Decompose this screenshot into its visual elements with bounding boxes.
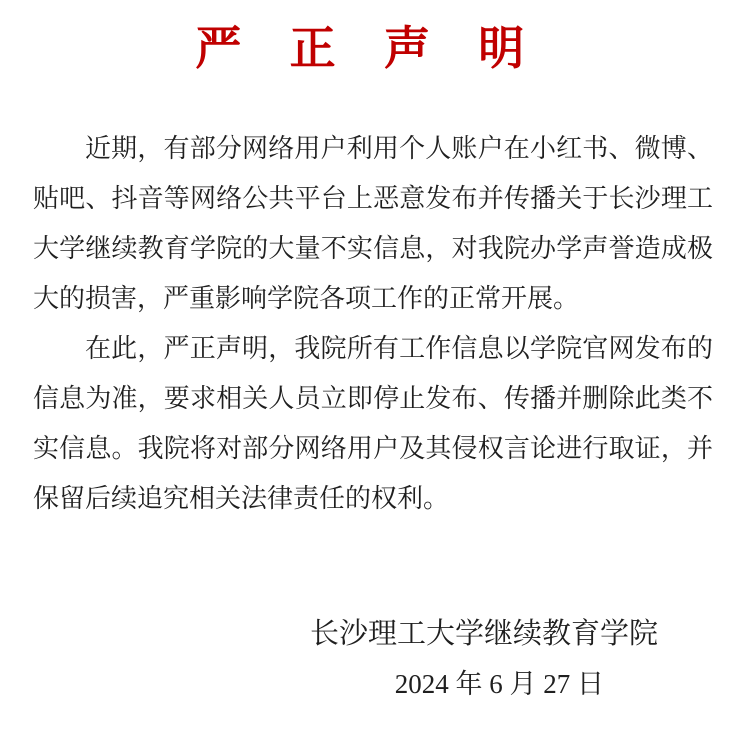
statement-body: [33, 124, 713, 524]
statement-paragraph-1: 近期，有部分网络用户利用个人账户在小红书、微博、贴吧、抖音等网络公共平台上恶意发布并传播关于长沙理工大学继续教育学院的大量不实信息，对我院办学声誉造成极大的损害，严重影响学院各项工作的正常开展。: [33, 134, 713, 313]
statement-signature: 长沙理工大学继续教育学院: [309, 618, 658, 650]
statement-title: 严 正 声 明: [195, 23, 543, 74]
statement-paragraph-2: 在此，严正声明，我院所有工作信息以学院官网发布的信息为准，要求相关人员立即停止发布、传播并删除此类不实信息。我院将对部分网络用户及其侵权言论进行取证，并保留后续追究相关法律责任的权利。: [33, 334, 713, 513]
statement-date: 2024 年 6 月 27 日: [394, 669, 604, 699]
